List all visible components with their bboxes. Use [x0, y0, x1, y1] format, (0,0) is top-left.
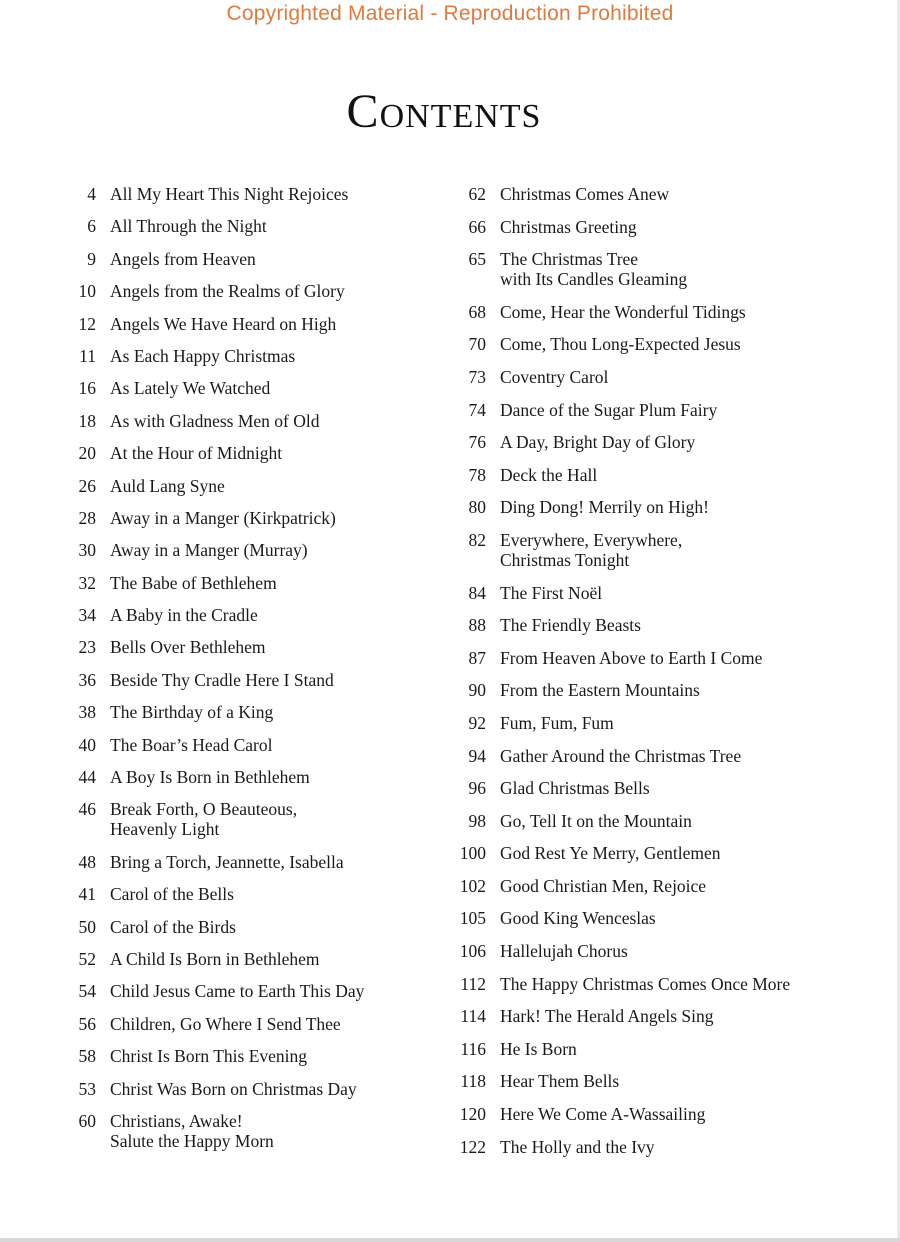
toc-song-title: Everywhere, Everywhere, Christmas Tonight	[500, 529, 683, 570]
page-title: Contents	[346, 85, 542, 138]
toc-entry	[60, 378, 440, 398]
toc-entry	[448, 583, 868, 603]
toc-page-number: 96	[468, 778, 486, 799]
toc-song-title: Away in a Manger (Murray)	[110, 540, 308, 561]
toc-page-number: 41	[78, 884, 96, 905]
toc-page-number: 56	[78, 1013, 96, 1034]
toc-page-number: 118	[460, 1071, 486, 1092]
toc-page-number: 44	[78, 767, 96, 788]
toc-page-number: 105	[459, 908, 486, 929]
toc-entry	[448, 648, 868, 668]
toc-page-number: 62	[468, 184, 486, 204]
copyright-watermark: Copyrighted Material - Reproduction Prohibited	[226, 2, 674, 25]
toc-song-title: He Is Born	[500, 1038, 577, 1059]
toc-song-title: Good Christian Men, Rejoice	[500, 875, 707, 896]
toc-page-number: 20	[78, 443, 96, 464]
toc-song-title: God Rest Ye Merry, Gentlemen	[500, 843, 721, 864]
toc-entry	[448, 400, 868, 420]
toc-song-title: From the Eastern Mountains	[500, 680, 700, 701]
toc-page-number: 92	[468, 712, 486, 733]
toc-song-title: Coventry Carol	[500, 366, 609, 387]
toc-entry	[448, 217, 868, 237]
toc-entry	[448, 530, 868, 570]
toc-page-number: 84	[468, 582, 486, 603]
toc-page-number: 12	[78, 313, 96, 334]
toc-song-title: Fum, Fum, Fum	[500, 712, 614, 733]
toc-song-title: Break Forth, O Beauteous, Heavenly Light	[110, 799, 298, 840]
toc-page-number: 120	[459, 1104, 486, 1125]
toc-entry	[60, 702, 440, 722]
toc-page-number: 112	[460, 973, 486, 994]
toc-page-number: 34	[78, 605, 96, 626]
toc-entry	[60, 540, 440, 560]
toc-song-title: Away in a Manger (Kirkpatrick)	[110, 507, 336, 528]
toc-song-title: Beside Thy Cradle Here I Stand	[110, 669, 334, 690]
toc-page-number: 87	[468, 647, 486, 668]
toc-entry	[448, 1137, 868, 1157]
toc-page-number: 94	[468, 745, 486, 766]
toc-entry	[60, 670, 440, 690]
toc-page-number: 11	[79, 345, 96, 366]
toc-entry	[448, 746, 868, 766]
toc-page-number: 36	[78, 669, 96, 690]
toc-song-title: A Boy Is Born in Bethlehem	[110, 767, 310, 788]
toc-entry	[60, 346, 440, 366]
toc-entry	[60, 508, 440, 528]
toc-song-title: Christ Was Born on Christmas Day	[110, 1078, 357, 1099]
toc-song-title: Hallelujah Chorus	[500, 941, 628, 962]
toc-entry	[60, 216, 440, 236]
toc-page-number: 68	[468, 301, 486, 322]
toc-song-title: Dance of the Sugar Plum Fairy	[500, 399, 718, 420]
toc-page-number: 60	[78, 1110, 96, 1131]
toc-song-title: Go, Tell It on the Mountain	[500, 810, 692, 831]
toc-page-number: 100	[459, 843, 486, 864]
toc-song-title: The Birthday of a King	[110, 702, 274, 723]
toc-entry	[448, 1104, 868, 1124]
toc-entry	[448, 465, 868, 485]
toc-song-title: The Friendly Beasts	[500, 615, 641, 636]
toc-song-title: Children, Go Where I Send Thee	[110, 1013, 341, 1034]
toc-song-title: Come, Thou Long-Expected Jesus	[500, 334, 741, 355]
toc-page-number: 70	[468, 334, 486, 355]
toc-page-number: 10	[78, 281, 96, 302]
toc-song-title: All My Heart This Night Rejoices	[110, 184, 349, 204]
toc-page-number: 102	[459, 875, 486, 896]
contents-column-left	[60, 184, 440, 1163]
toc-page-number: 73	[468, 366, 486, 387]
toc-entry	[448, 876, 868, 896]
toc-entry	[60, 884, 440, 904]
toc-page-number: 88	[468, 615, 486, 636]
toc-song-title: The Holly and the Ivy	[500, 1136, 655, 1157]
toc-entry	[60, 605, 440, 625]
toc-page-number: 90	[468, 680, 486, 701]
toc-entry	[448, 811, 868, 831]
toc-page-number: 76	[468, 432, 486, 453]
toc-entry	[448, 432, 868, 452]
toc-page-number: 66	[468, 216, 486, 237]
toc-song-title: Angels from the Realms of Glory	[110, 281, 345, 302]
toc-page-number: 54	[78, 981, 96, 1002]
toc-song-title: Carol of the Bells	[110, 884, 234, 905]
toc-page-number: 23	[78, 637, 96, 658]
toc-song-title: Bring a Torch, Jeannette, Isabella	[110, 851, 344, 872]
toc-entry	[60, 476, 440, 496]
toc-page-number: 38	[78, 702, 96, 723]
toc-song-title: Christmas Comes Anew	[500, 184, 670, 204]
toc-song-title: As Each Happy Christmas	[110, 345, 296, 366]
toc-page-number: 106	[459, 941, 486, 962]
toc-song-title: Hark! The Herald Angels Sing	[500, 1006, 714, 1027]
toc-song-title: The Boar’s Head Carol	[110, 734, 273, 755]
toc-entry	[60, 184, 440, 204]
toc-entry	[448, 908, 868, 928]
toc-entry	[448, 843, 868, 863]
toc-page-number: 18	[78, 410, 96, 431]
page-bottom-edge	[0, 1238, 900, 1242]
toc-entry	[448, 713, 868, 733]
toc-song-title: The Babe of Bethlehem	[110, 572, 277, 593]
toc-song-title: All Through the Night	[110, 216, 267, 237]
toc-page-number: 26	[78, 475, 96, 496]
toc-song-title: Angels from Heaven	[110, 248, 256, 269]
toc-song-title: The Christmas Tree with Its Candles Gleaming	[500, 249, 688, 290]
toc-entry	[448, 249, 868, 289]
toc-entry	[60, 573, 440, 593]
toc-entry	[60, 799, 440, 839]
toc-page-number: 53	[78, 1078, 96, 1099]
toc-entry	[60, 314, 440, 334]
toc-page-number: 65	[468, 249, 486, 270]
toc-song-title: The First Noël	[500, 582, 603, 603]
toc-song-title: Come, Hear the Wonderful Tidings	[500, 301, 746, 322]
toc-page-number: 4	[87, 184, 96, 204]
toc-song-title: Hear Them Bells	[500, 1071, 620, 1092]
toc-page-number: 98	[468, 810, 486, 831]
toc-song-title: Child Jesus Came to Earth This Day	[110, 981, 365, 1002]
toc-entry	[60, 767, 440, 787]
toc-entry	[448, 1039, 868, 1059]
toc-page-number: 16	[78, 378, 96, 399]
toc-entry	[448, 1006, 868, 1026]
toc-entry	[448, 974, 868, 994]
toc-entry	[60, 411, 440, 431]
toc-song-title: Christians, Awake! Salute the Happy Morn	[110, 1110, 274, 1151]
toc-page-number: 74	[468, 399, 486, 420]
toc-entry	[60, 1046, 440, 1066]
toc-entry	[448, 497, 868, 517]
toc-song-title: From Heaven Above to Earth I Come	[500, 647, 763, 668]
toc-song-title: Here We Come A-Wassailing	[500, 1104, 706, 1125]
toc-page-number: 46	[78, 799, 96, 820]
toc-song-title: Ding Dong! Merrily on High!	[500, 497, 710, 518]
toc-entry	[60, 1111, 440, 1151]
toc-entry	[60, 443, 440, 463]
toc-song-title: At the Hour of Midnight	[110, 443, 283, 464]
toc-page-number: 6	[87, 216, 96, 237]
toc-page-number: 114	[460, 1006, 486, 1027]
toc-entry	[60, 917, 440, 937]
toc-entry	[448, 302, 868, 322]
toc-entry	[448, 615, 868, 635]
toc-entry	[448, 680, 868, 700]
toc-entry	[60, 981, 440, 1001]
toc-entry	[448, 941, 868, 961]
toc-song-title: Auld Lang Syne	[110, 475, 225, 496]
toc-entry	[60, 735, 440, 755]
toc-entry	[448, 334, 868, 354]
toc-song-title: Gather Around the Christmas Tree	[500, 745, 742, 766]
toc-entry	[60, 852, 440, 872]
toc-entry	[448, 778, 868, 798]
toc-song-title: Christmas Greeting	[500, 216, 637, 237]
toc-page-number: 82	[468, 529, 486, 550]
toc-page-number: 58	[78, 1046, 96, 1067]
toc-song-title: Carol of the Birds	[110, 916, 236, 937]
toc-page-number: 40	[78, 734, 96, 755]
toc-page-number: 48	[78, 851, 96, 872]
toc-song-title: Glad Christmas Bells	[500, 778, 650, 799]
toc-page-number: 9	[87, 248, 96, 269]
toc-song-title: The Happy Christmas Comes Once More	[500, 973, 791, 994]
toc-song-title: Good King Wenceslas	[500, 908, 656, 929]
toc-song-title: Deck the Hall	[500, 464, 598, 485]
toc-entry	[448, 184, 868, 204]
toc-page-number: 78	[468, 464, 486, 485]
toc-song-title: A Baby in the Cradle	[110, 605, 258, 626]
toc-song-title: A Day, Bright Day of Glory	[500, 432, 696, 453]
toc-page-number: 30	[78, 540, 96, 561]
toc-page-number: 50	[78, 916, 96, 937]
toc-entry	[60, 281, 440, 301]
toc-page-number: 32	[78, 572, 96, 593]
toc-entry	[60, 637, 440, 657]
toc-page-number: 80	[468, 497, 486, 518]
toc-entry	[60, 249, 440, 269]
toc-song-title: Christ Is Born This Evening	[110, 1046, 308, 1067]
toc-entry	[60, 1014, 440, 1034]
contents-column-right	[448, 184, 868, 1169]
toc-entry	[60, 1079, 440, 1099]
toc-song-title: Bells Over Bethlehem	[110, 637, 266, 658]
toc-entry	[448, 367, 868, 387]
toc-song-title: As with Gladness Men of Old	[110, 410, 320, 431]
toc-song-title: A Child Is Born in Bethlehem	[110, 948, 320, 969]
toc-entry	[448, 1071, 868, 1091]
toc-page-number: 116	[460, 1038, 486, 1059]
toc-page-number: 122	[459, 1136, 486, 1157]
toc-song-title: As Lately We Watched	[110, 378, 271, 399]
toc-entry	[60, 949, 440, 969]
toc-page-number: 52	[78, 948, 96, 969]
toc-song-title: Angels We Have Heard on High	[110, 313, 337, 334]
toc-page-number: 28	[78, 507, 96, 528]
